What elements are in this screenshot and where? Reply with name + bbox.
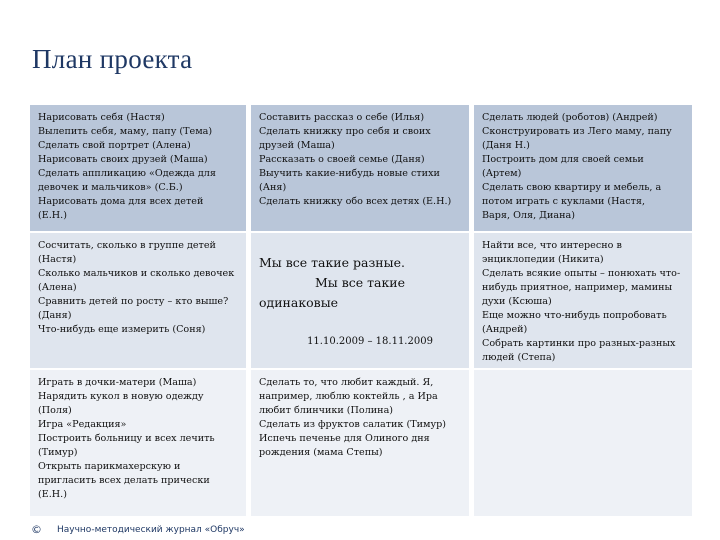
center-theme-cell (251, 231, 469, 368)
table-cell (251, 368, 469, 516)
footer-text: Научно-методический журнал «Обруч» (57, 524, 245, 535)
cell-line: Сколько мальчиков и сколько девочек (38, 268, 235, 279)
cell-line: (Аня) (259, 182, 287, 193)
cell-line: (Артем) (482, 168, 522, 179)
cell-line: Сделать книжку про себя и своих (259, 126, 431, 137)
footer (31, 523, 245, 536)
cell-line: Что-нибудь еще измерить (Соня) (38, 324, 206, 335)
cell-line: (Тимур) (38, 447, 78, 458)
page-title: План проекта (32, 44, 193, 74)
cell-line: энциклопедии (Никита) (482, 254, 604, 265)
table-cell (30, 368, 246, 516)
table-cell (30, 103, 246, 231)
cell-line: духи (Ксюша) (482, 296, 552, 307)
cell-line: Сконструировать из Лего маму, папу (482, 126, 672, 137)
cell-line: Найти все, что интересно в (482, 240, 622, 251)
project-dates: 11.10.2009 – 18.11.2009 (307, 336, 433, 347)
cell-line: Собрать картинки про разных-разных (482, 338, 676, 349)
cell-line: (Поля) (38, 405, 72, 416)
table-cell (30, 231, 246, 368)
theme-line-3: одинаковые (259, 295, 339, 310)
cell-line: Вылепить себя, маму, папу (Тема) (38, 126, 213, 137)
cell-line: нибудь приятное, например, мамины (482, 282, 673, 293)
cell-line: Сделать книжку обо всех детях (Е.Н.) (259, 196, 452, 207)
cell-line: (Е.Н.) (38, 489, 67, 500)
cell-line: девочек и мальчиков» (С.Б.) (38, 182, 183, 193)
cell-line: Сделать людей (роботов) (Андрей) (482, 112, 658, 123)
cell-line: Испечь печенье для Олиного дня (259, 433, 430, 444)
cell-line: Игра «Редакция» (38, 419, 127, 430)
cell-line: потом играть с куклами (Настя, (482, 196, 646, 207)
table-cell-empty (474, 368, 692, 516)
cell-line: Нарисовать дома для всех детей (38, 196, 204, 207)
cell-line: Варя, Оля, Диана) (482, 210, 575, 221)
cell-line: рождения (мама Степы) (259, 447, 383, 458)
table-cell (474, 103, 692, 231)
table-cell (251, 103, 469, 231)
cell-line: Нарисовать своих друзей (Маша) (38, 154, 208, 165)
cell-line: Сделать аппликацию «Одежда для (38, 168, 216, 179)
cell-line: друзей (Маша) (259, 140, 335, 151)
cell-line: Сосчитать, сколько в группе детей (38, 240, 216, 251)
cell-line: Сделать свою квартиру и мебель, а (482, 182, 662, 193)
cell-line: (Даня) (38, 310, 72, 321)
cell-line: людей (Степа) (482, 352, 556, 363)
copyright-icon: © (31, 523, 42, 536)
cell-line: Сделать свой портрет (Алена) (38, 140, 191, 151)
cell-line: любит блинчики (Полина) (259, 405, 394, 416)
cell-line: Построить больницу и всех лечить (38, 433, 215, 444)
cell-line: (Алена) (38, 282, 77, 293)
cell-line: Сравнить детей по росту – кто выше? (38, 296, 229, 307)
cell-line: Сделать из фруктов салатик (Тимур) (259, 419, 447, 430)
cell-line: (Даня Н.) (482, 140, 530, 151)
cell-line: пригласить всех делать прически (38, 475, 210, 486)
cell-line: Еще можно что-нибудь попробовать (482, 310, 667, 321)
theme-line-1: Мы все такие разные. (259, 255, 405, 270)
cell-line: Сделать то, что любит каждый. Я, (259, 377, 434, 388)
cell-line: Составить рассказ о себе (Илья) (259, 112, 425, 123)
cell-line: Выучить какие-нибудь новые стихи (259, 168, 440, 179)
cell-line: Рассказать о своей семье (Даня) (259, 154, 425, 165)
cell-line: Сделать всякие опыты – понюхать что- (482, 268, 681, 279)
cell-line: Нарисовать себя (Настя) (38, 112, 165, 123)
cell-line: Нарядить кукол в новую одежду (38, 391, 204, 402)
cell-line: Играть в дочки-матери (Маша) (38, 377, 197, 388)
theme-line-2: Мы все такие (314, 275, 406, 290)
cell-line: например, люблю коктейль , а Ира (259, 391, 438, 402)
cell-line: Открыть парикмахерскую и (38, 461, 181, 472)
project-plan-table (30, 103, 692, 516)
table-cell (474, 231, 692, 368)
cell-line: Построить дом для своей семьи (482, 154, 644, 165)
cell-line: (Андрей) (482, 324, 528, 335)
cell-line: (Настя) (38, 254, 77, 265)
cell-line: (Е.Н.) (38, 210, 67, 221)
